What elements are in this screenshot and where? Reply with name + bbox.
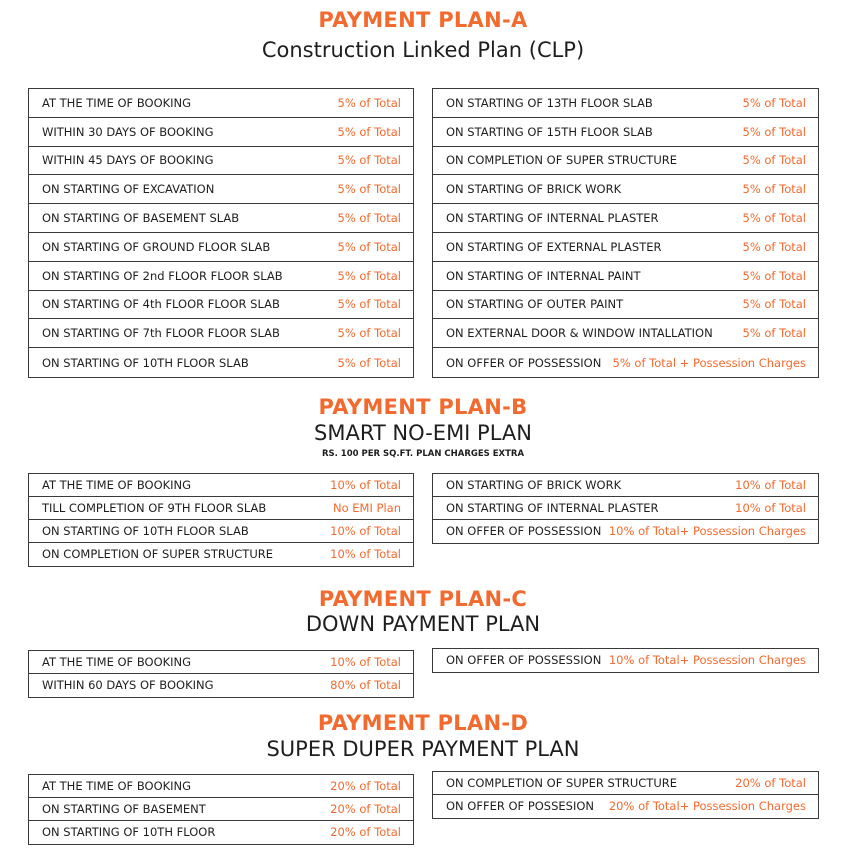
plan-d-title: PAYMENT PLAN-D [317,711,529,735]
payment-value: 5% of Total [742,153,806,168]
milestone-label: ON STARTING OF 2nd FLOOR FLOOR SLAB [42,268,283,283]
milestone-label: ON STARTING OF BASEMENT SLAB [42,211,240,226]
payment-row [29,262,413,291]
payment-value: No EMI Plan [333,500,401,515]
milestone-label: ON STARTING OF OUTER PAINT [446,297,624,312]
milestone-label: ON STARTING OF BRICK WORK [446,477,622,492]
payment-value: 5% of Total [742,268,806,283]
milestone-label: ON STARTING OF 10TH FLOOR SLAB [42,355,249,370]
milestone-label: ON STARTING OF INTERNAL PLASTER [446,211,659,226]
milestone-label: WITHIN 60 DAYS OF BOOKING [42,678,214,693]
plan-d-subtitle: SUPER DUPER PAYMENT PLAN [266,737,580,761]
milestone-label: ON STARTING OF 13TH FLOOR SLAB [446,95,653,110]
payment-value: 5% of Total + Possession Charges [612,355,806,370]
payment-row [29,474,413,497]
plan-c-right-table [432,648,819,673]
payment-value: 5% of Total [742,124,806,139]
payment-value: 5% of Total [742,211,806,226]
milestone-label: AT THE TIME OF BOOKING [42,95,192,110]
payment-row [433,204,818,233]
payment-row [433,795,818,818]
payment-value: 10% of Total+ Possession Charges [608,653,806,668]
payment-row [29,204,413,233]
payment-value: 10% of Total [735,500,806,515]
plan-a-subtitle: Construction Linked Plan (CLP) [261,38,585,62]
payment-row [433,474,818,497]
payment-value: 20% of Total [330,825,401,840]
payment-row [29,651,413,674]
milestone-label: WITHIN 45 DAYS OF BOOKING [42,153,214,168]
payment-row [29,319,413,348]
milestone-label: ON STARTING OF 10TH FLOOR [42,825,216,840]
payment-row [433,147,818,176]
payment-row [29,118,413,147]
payment-row [433,175,818,204]
payment-value: 20% of Total [330,801,401,816]
plan-b-left-table [28,473,414,567]
payment-value: 5% of Total [337,355,401,370]
payment-row [433,319,818,348]
milestone-label: ON STARTING OF GROUND FLOOR SLAB [42,239,271,254]
payment-value: 80% of Total [330,678,401,693]
payment-value: 5% of Total [742,239,806,254]
payment-row [29,233,413,262]
payment-value: 10% of Total+ Possession Charges [608,524,806,539]
payment-row [29,775,413,798]
plan-c-subtitle: DOWN PAYMENT PLAN [305,612,541,636]
milestone-label: ON COMPLETION OF SUPER STRUCTURE [42,547,273,562]
payment-row [29,543,413,566]
payment-value: 5% of Total [337,239,401,254]
payment-row [29,798,413,821]
plan-b-note: RS. 100 PER SQ.FT. PLAN CHARGES EXTRA [321,449,525,459]
milestone-label: ON STARTING OF 4th FLOOR FLOOR SLAB [42,297,280,312]
payment-row [29,89,413,118]
payment-value: 5% of Total [337,211,401,226]
plan-d-left-table [28,774,414,845]
payment-value: 5% of Total [337,153,401,168]
payment-value: 5% of Total [337,182,401,197]
payment-value: 20% of Total [735,775,806,790]
payment-row [29,674,413,697]
payment-value: 20% of Total [330,778,401,793]
payment-value: 5% of Total [337,124,401,139]
payment-value: 5% of Total [742,326,806,341]
payment-value: 10% of Total [735,477,806,492]
payment-value: 10% of Total [330,477,401,492]
payment-value: 5% of Total [337,95,401,110]
payment-row [433,649,818,672]
plan-d-right-table [432,771,819,819]
plan-a-right-table [432,88,819,378]
payment-value: 5% of Total [742,297,806,312]
payment-row [29,497,413,520]
milestone-label: ON COMPLETION OF SUPER STRUCTURE [446,153,677,168]
payment-value: 5% of Total [337,297,401,312]
milestone-label: AT THE TIME OF BOOKING [42,654,192,669]
milestone-label: ON STARTING OF EXTERNAL PLASTER [446,239,662,254]
milestone-label: ON EXTERNAL DOOR & WINDOW INTALLATION [446,326,713,341]
payment-value: 5% of Total [337,268,401,283]
payment-value: 10% of Total [330,523,401,538]
payment-row [29,520,413,543]
milestone-label: TILL COMPLETION OF 9TH FLOOR SLAB [42,500,267,515]
milestone-label: ON STARTING OF 15TH FLOOR SLAB [446,124,653,139]
milestone-label: ON STARTING OF BASEMENT [42,801,206,816]
milestone-label: ON STARTING OF 7th FLOOR FLOOR SLAB [42,326,280,341]
payment-row [29,291,413,320]
milestone-label: WITHIN 30 DAYS OF BOOKING [42,124,214,139]
milestone-label: AT THE TIME OF BOOKING [42,778,192,793]
payment-row [29,175,413,204]
milestone-label: ON STARTING OF INTERNAL PLASTER [446,500,659,515]
payment-row [29,821,413,844]
milestone-label: ON COMPLETION OF SUPER STRUCTURE [446,775,677,790]
payment-row [433,233,818,262]
plan-b-title: PAYMENT PLAN-B [318,395,528,419]
payment-value: 5% of Total [337,326,401,341]
plan-c-left-table [28,650,414,698]
payment-value: 10% of Total [330,547,401,562]
payment-row [433,291,818,320]
payment-row [29,348,413,377]
plan-b-subtitle: SMART NO-EMI PLAN [314,421,532,445]
payment-row [433,348,818,377]
milestone-label: ON STARTING OF EXCAVATION [42,182,215,197]
payment-row [29,147,413,176]
payment-row [433,89,818,118]
payment-row [433,772,818,795]
milestone-label: ON OFFER OF POSSESSION [446,355,602,370]
payment-row [433,497,818,520]
payment-value: 5% of Total [742,182,806,197]
payment-value: 20% of Total+ Possession Charges [608,799,806,814]
milestone-label: ON STARTING OF INTERNAL PAINT [446,268,641,283]
payment-row [433,118,818,147]
milestone-label: AT THE TIME OF BOOKING [42,477,192,492]
milestone-label: ON OFFER OF POSSESSION [446,653,602,668]
milestone-label: ON STARTING OF 10TH FLOOR SLAB [42,523,249,538]
plan-a-left-table [28,88,414,378]
milestone-label: ON OFFER OF POSSESION [446,799,595,814]
payment-value: 10% of Total [330,654,401,669]
milestone-label: ON STARTING OF BRICK WORK [446,182,622,197]
plan-b-right-table [432,473,819,544]
payment-row [433,262,818,291]
plan-a-title: PAYMENT PLAN-A [318,8,528,32]
payment-value: 5% of Total [742,95,806,110]
plan-c-title: PAYMENT PLAN-C [318,587,528,611]
payment-row [433,520,818,543]
milestone-label: ON OFFER OF POSSESSION [446,524,602,539]
